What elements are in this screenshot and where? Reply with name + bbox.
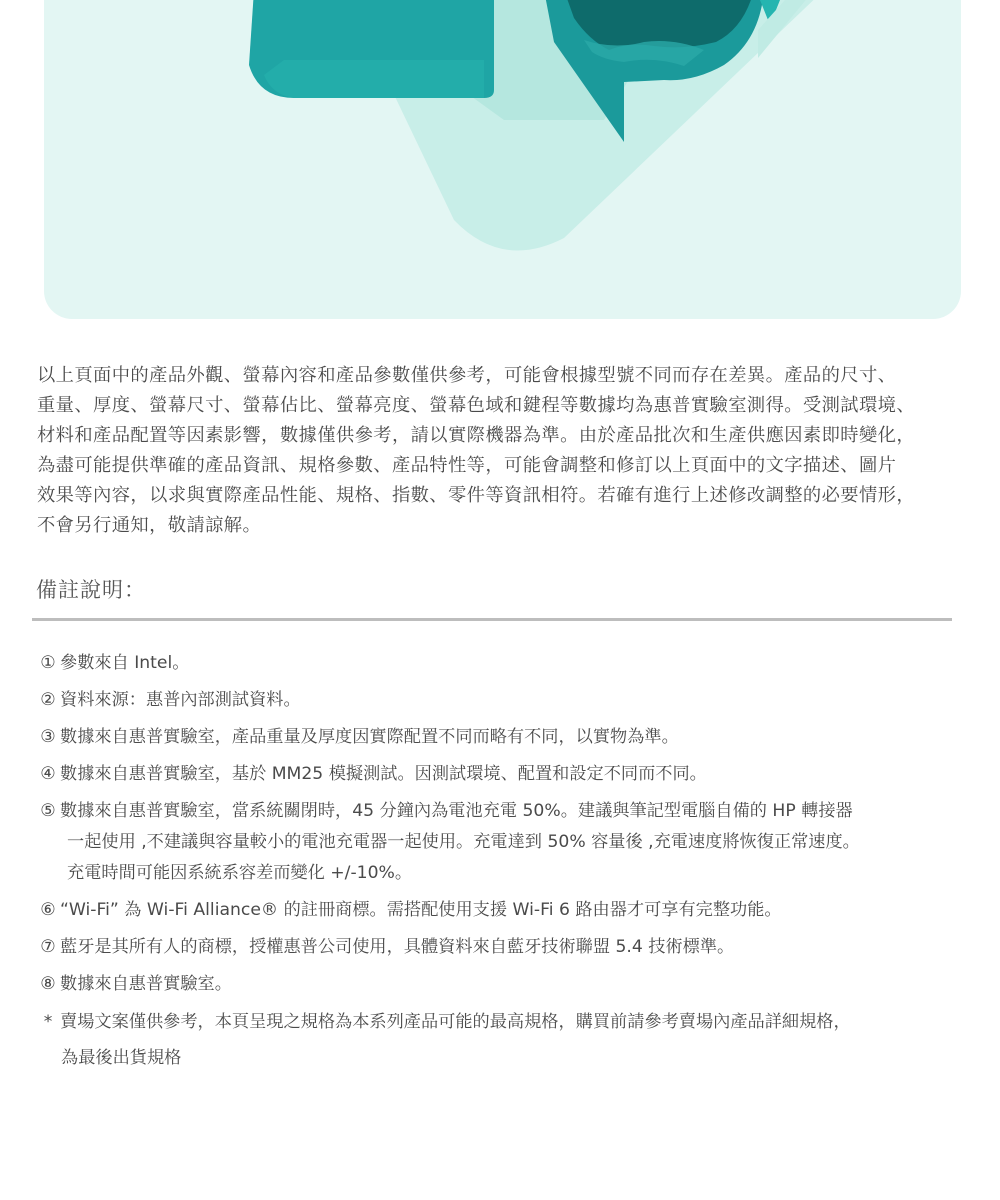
note-text: 數據來自惠普實驗室，基於 MM25 模擬測試。因測試環境、配置和設定不同而不同。 — [60, 764, 707, 784]
note-text: 參數來自 Intel。 — [60, 653, 190, 673]
note-marker: ⑦ — [40, 937, 56, 957]
note-text-continued: 充電時間可能因系統系容差而變化 +/-10%。 — [67, 863, 413, 883]
note-item — [36, 758, 707, 790]
section-divider — [32, 618, 952, 621]
note-marker: ④ — [40, 764, 56, 784]
note-marker: ⑤ — [40, 801, 56, 821]
notes-title: 備註說明： — [36, 578, 146, 602]
note-marker: ① — [40, 653, 56, 673]
note-item — [36, 1006, 851, 1038]
note-marker-asterisk: * — [43, 1012, 53, 1032]
disclaimer-paragraph — [37, 361, 972, 541]
note-marker: ② — [40, 690, 56, 710]
note-text: 藍牙是其所有人的商標，授權惠普公司使用，具體資料來自藍牙技術聯盟 5.4 技術標準。 — [60, 937, 735, 957]
note-item — [36, 968, 232, 1000]
note-text: “Wi-Fi” 為 Wi-Fi Alliance® 的註冊商標。需搭配使用支援 Wi-Fi 6 路由器才可享有完整功能。 — [60, 900, 782, 920]
note-text: 賣場文案僅供參考，本頁呈現之規格為本系列產品可能的最高規格，購買前請參考賣場內產品詳細規格， — [60, 1012, 851, 1032]
note-item — [36, 684, 301, 716]
note-text: 數據來自惠普實驗室，產品重量及厚度因實際配置不同而略有不同，以實物為準。 — [60, 727, 679, 747]
note-marker: ③ — [40, 727, 56, 747]
note-text: 資料來源：惠普內部測試資料。 — [60, 690, 301, 710]
note-text: 數據來自惠普實驗室。 — [60, 974, 232, 994]
note-marker: ⑧ — [40, 974, 56, 994]
disclaimer-line: 重量、厚度、螢幕尺寸、螢幕佔比、螢幕亮度、螢幕色域和鍵程等數據均為惠普實驗室測得。受測試環境、 — [37, 395, 916, 416]
disclaimer-line: 材料和產品配置等因素影響，數據僅供參考，請以實際機器為準。由於產品批次和生產供應因素即時變化， — [37, 425, 916, 446]
note-marker: ⑥ — [40, 900, 56, 920]
disclaimer-line: 為盡可能提供準確的產品資訊、規格參數、產品特性等，可能會調整和修訂以上頁面中的文字描述、圖片 — [37, 455, 897, 476]
note-text-continued: 為最後出貨規格 — [61, 1048, 182, 1068]
disclaimer-line: 不會另行通知，敬請諒解。 — [37, 515, 262, 536]
note-item — [36, 931, 734, 963]
note-item — [36, 721, 679, 753]
note-text: 數據來自惠普實驗室，當系統關閉時，45 分鐘內為電池充電 50%。建議與筆記型電腦自備的 HP 轉接器 — [60, 801, 853, 821]
disclaimer-line: 以上頁面中的產品外觀、螢幕內容和產品參數僅供參考，可能會根據型號不同而存在差異。產品的尺寸、 — [37, 365, 897, 386]
hero-illustration — [44, 0, 961, 319]
note-item — [36, 795, 853, 827]
disclaimer-line: 效果等內容，以求與實際產品性能、規格、指數、零件等資訊相符。若確有進行上述修改調整的必要情形， — [37, 485, 916, 506]
note-item — [36, 647, 189, 679]
hero-graphic — [44, 0, 961, 319]
hero-shape-left-blob-shade — [264, 60, 484, 98]
note-item — [36, 894, 782, 926]
note-text-continued: 一起使用 ,不建議與容量較小的電池充電器一起使用。充電達到 50% 容量後 ,充電速度將恢復正常速度。 — [67, 832, 860, 852]
